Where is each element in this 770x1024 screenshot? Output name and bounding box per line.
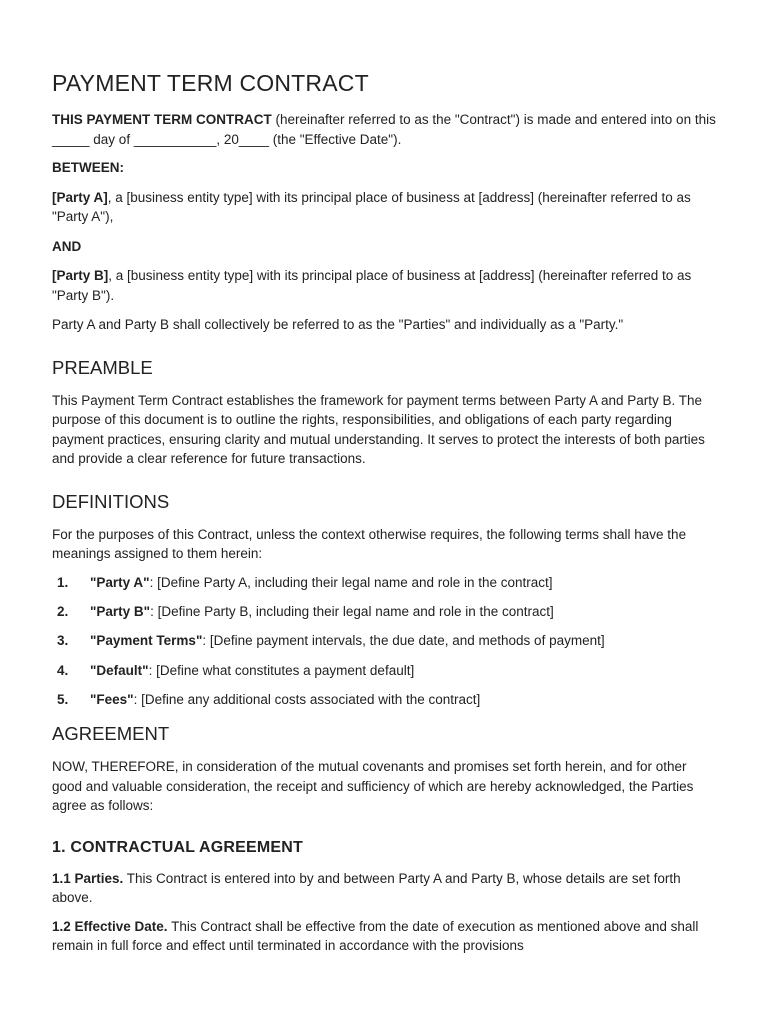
party-a-name: [Party A]: [52, 189, 108, 205]
party-a-paragraph: [52, 188, 720, 227]
parties-paragraph: Party A and Party B shall collectively be referred to as the "Parties" and individually as a "Party.": [52, 317, 624, 332]
intro-rest: (hereinafter referred to as the "Contract") is made and entered into on this _____ day of ___________, 20____ (the "Effective Date").: [52, 112, 716, 147]
document-title: PAYMENT TERM CONTRACT: [52, 70, 369, 96]
between-label: BETWEEN:: [52, 160, 124, 175]
preamble-heading: PREAMBLE: [52, 356, 153, 378]
definitions-intro: For the purposes of this Contract, unless the context otherwise requires, the following terms shall have the meanings assigned to them herein:: [52, 526, 687, 561]
clause-1-2: 1.2 Effective Date. This Contract shall be effective from the date of execution as mentioned above and shall remain in full force and effect until terminated in accordance with the provisions: [52, 918, 699, 954]
definition-item: 1. "Party A": [Define Party A, including their legal name and role in the contract]: [57, 575, 553, 590]
agreement-heading: AGREEMENT: [52, 723, 170, 745]
definitions-heading: DEFINITIONS: [52, 490, 170, 512]
definition-item: 3. "Payment Terms": [Define payment intervals, the due date, and methods of payment]: [57, 633, 605, 649]
definition-item: 4. "Default": [Define what constitutes a payment default]: [57, 662, 415, 678]
definition-item: 5. "Fees": [Define any additional costs associated with the contract]: [57, 691, 481, 707]
definitions-list: [52, 573, 720, 709]
party-b-name: [Party B]: [52, 268, 109, 283]
party-b-text: , a [business entity type] with its principal place of business at [address] (hereinafter referred to as "Party B").: [52, 268, 692, 303]
intro-paragraph: [52, 110, 720, 149]
clause-1-1: 1.1 Parties. This Contract is entered into by and between Party A and Party B, whose details are set forth above.: [52, 870, 681, 906]
contract-page: [52, 68, 720, 956]
section1-heading: 1. CONTRACTUAL AGREEMENT: [52, 838, 304, 856]
preamble-text: This Payment Term Contract establishes the framework for payment terms between Party A and Party B. The purpose of this document is to outline the rights, responsibilities, and obligations of each party regarding payment practices, ensuring clarity and mutual understanding. It serves to protect the interests of both parties and provide a clear reference for future transactions.: [52, 392, 705, 466]
definition-item: 2. "Party B": [Define Party B, including their legal name and role in the contract]: [57, 604, 554, 620]
agreement-text: NOW, THEREFORE, in consideration of the mutual covenants and promises set forth herein, and for other good and valuable consideration, the receipt and sufficiency of which are hereby acknowledged, the Parties agree as follows:: [52, 759, 694, 814]
party-b-paragraph: [52, 266, 720, 305]
party-a-text: , a [business entity type] with its principal place of business at [address] (hereinafter referred to as "Party A"),: [52, 189, 691, 224]
intro-lead: THIS PAYMENT TERM CONTRACT: [52, 112, 272, 127]
and-label: AND: [52, 238, 82, 254]
